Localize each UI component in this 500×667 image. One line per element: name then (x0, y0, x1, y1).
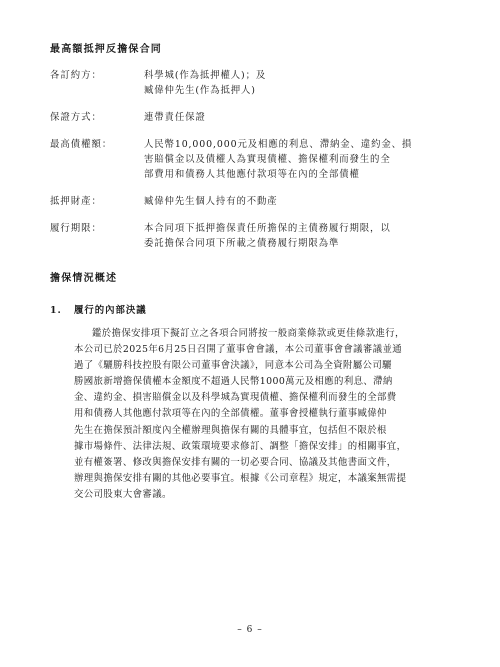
contract-terms (50, 68, 460, 263)
paragraph-line: 本公司已於2025年6月25日召開了董事會會議，本公司董事會會議審議並通 (74, 344, 403, 356)
term-label: 各訂約方： (50, 70, 102, 81)
paragraph-line: 據市場條件、法律法規、政策環境要求修訂、調整「擔保安排」的相關事宜， (74, 440, 407, 452)
paragraph-line: 辦理與擔保安排有關的其他必要事宜。根據《公司章程》規定，本議案無需提 (74, 472, 407, 484)
term-value (144, 221, 460, 251)
term-value-line: 人民幣10,000,000元及相應的利息、滯納金、違約金、損 (144, 139, 413, 150)
term-value-line: 科學城(作為抵押權人)；及 (144, 70, 267, 81)
section-heading: 擔保情況概述 (50, 273, 118, 284)
term-label: 履行期限： (50, 223, 102, 234)
term-value (144, 137, 460, 182)
contract-title: 最高額抵押反擔保合同 (50, 44, 162, 55)
term-value-line: 害賠償金以及債權人為實現債權、擔保權利而發生的全 (144, 154, 391, 165)
term-row-parties (50, 68, 460, 98)
paragraph-line: 先生在擔保預計額度內全權辦理與擔保有關的具體事宜，包括但不限於根 (74, 424, 387, 436)
term-value (144, 68, 460, 98)
term-row-guarantee-method (50, 110, 460, 125)
term-value-line: 本合同項下抵押擔保責任所擔保的主債務履行期限，以 (144, 223, 391, 234)
subsection-heading (50, 302, 147, 316)
term-value-line: 委託擔保合同項下所載之債務履行期限為準 (144, 238, 340, 249)
term-label: 最高債權額： (50, 139, 113, 150)
term-label: 抵押財產： (50, 196, 102, 207)
resolution-paragraph (74, 326, 464, 503)
term-label: 保證方式： (50, 112, 102, 123)
paragraph-line: 金、違約金、損害賠償金以及科學城為實現債權、擔保權利而發生的全部費 (74, 392, 397, 404)
subsection-title: 履行的內部決議 (74, 305, 147, 316)
paragraph-line: 過了《驪勝科技控股有限公司董事會決議》，同意本公司為全資附屬公司驪 (74, 360, 392, 372)
paragraph-line: 交公司股東大會審議。 (74, 488, 172, 500)
paragraph-line: 並有權簽署、修改與擔保安排有關的一切必要合同、協議及其他書面文件， (74, 456, 397, 468)
page-number: – 6 – (237, 625, 263, 635)
subsection-number: 1. (50, 305, 62, 316)
paragraph-line: 用和債務人其他應付款項等在內的全部債權。董事會授權執行董事臧偉仲 (74, 408, 387, 420)
term-value (144, 110, 460, 125)
term-row-collateral (50, 194, 460, 209)
term-value-line: 臧偉仲先生(作為抵押人) (144, 85, 256, 96)
term-value-line: 臧偉仲先生個人持有的不動產 (144, 196, 278, 207)
term-value (144, 194, 460, 209)
paragraph-line: 鑑於擔保安排項下擬訂立之各項合同將按一般商業條款或更佳條款進行， (92, 328, 405, 339)
term-value-line: 連帶責任保證 (144, 112, 206, 123)
term-row-max-claim (50, 137, 460, 182)
term-value-line: 部費用和債務人其他應付款項等在內的全部債權 (144, 169, 360, 180)
term-row-performance-period (50, 221, 460, 251)
paragraph-line: 勝國旅新增擔保債權本金額度不超過人民幣1000萬元及相應的利息、滯納 (74, 376, 393, 388)
